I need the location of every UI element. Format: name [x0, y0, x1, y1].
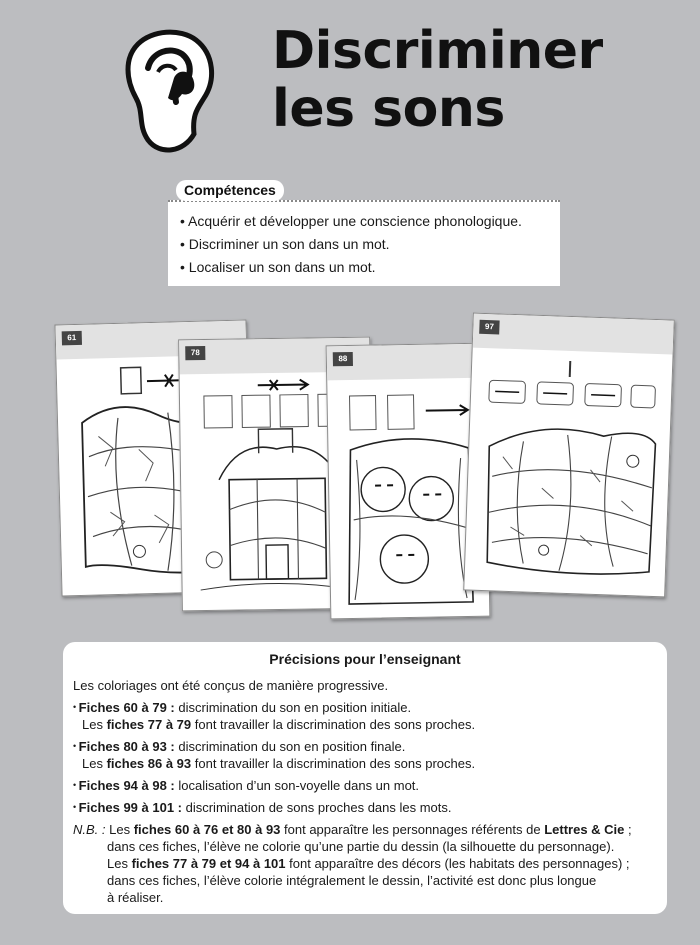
notes-nb-line: Les fiches 77 à 79 et 94 à 101 font apparaître des décors (les habitats des personnages) ; [107, 856, 630, 871]
sheet-number: 97 [479, 320, 499, 335]
page-title: Discriminer les sons [272, 21, 603, 139]
sheet-number: 61 [62, 331, 82, 346]
sheet-number: 78 [185, 346, 205, 360]
competence-item: • Discriminer un son dans un mot. [180, 233, 560, 256]
ear-icon [122, 28, 216, 158]
sheet-number: 88 [333, 352, 353, 366]
coloring-drawing [479, 356, 663, 587]
teacher-notes-box [63, 642, 667, 914]
notes-nb-line: dans ces fiches, l’élève colorie intégralement le dessin, l’activité est donc plus longue [107, 873, 597, 888]
notes-title: Précisions pour l’enseignant [269, 651, 461, 667]
notes-nb-line: à réaliser. [107, 890, 164, 905]
notes-item-detail: Les fiches 86 à 93 font travailler la discrimination des sons proches. [82, 756, 476, 771]
competences-box [168, 200, 560, 286]
notes-item: • Fiches 80 à 93 : discrimination du son en position finale. [73, 738, 663, 755]
notes-item: • Fiches 99 à 101 : discrimination de sons proches dans les mots. [73, 799, 663, 816]
notes-item: • Fiches 94 à 98 : localisation d’un son-voyelle dans un mot. [73, 777, 663, 794]
worksheet-thumbnail [463, 313, 675, 598]
competences-label: Compétences [176, 180, 284, 201]
notes-item: • Fiches 60 à 79 : discrimination du son en position initiale. [73, 699, 663, 716]
competence-item: • Acquérir et développer une conscience phonologique. [180, 210, 560, 233]
coloring-drawing [341, 388, 477, 610]
notes-nb-line: dans ces fiches, l’élève ne colorie qu’une partie du dessin (la silhouette du personnage). [107, 839, 615, 854]
notes-item-detail: Les fiches 77 à 79 font travailler la discrimination des sons proches. [82, 717, 476, 732]
notes-nb: N.B. : Les fiches 60 à 76 et 80 à 93 font apparaître les personnages référents de Lettres & Cie ; [73, 822, 632, 837]
competence-item: • Localiser un son dans un mot. [180, 256, 560, 279]
notes-intro: Les coloriages ont été conçus de manière progressive. [73, 678, 389, 693]
